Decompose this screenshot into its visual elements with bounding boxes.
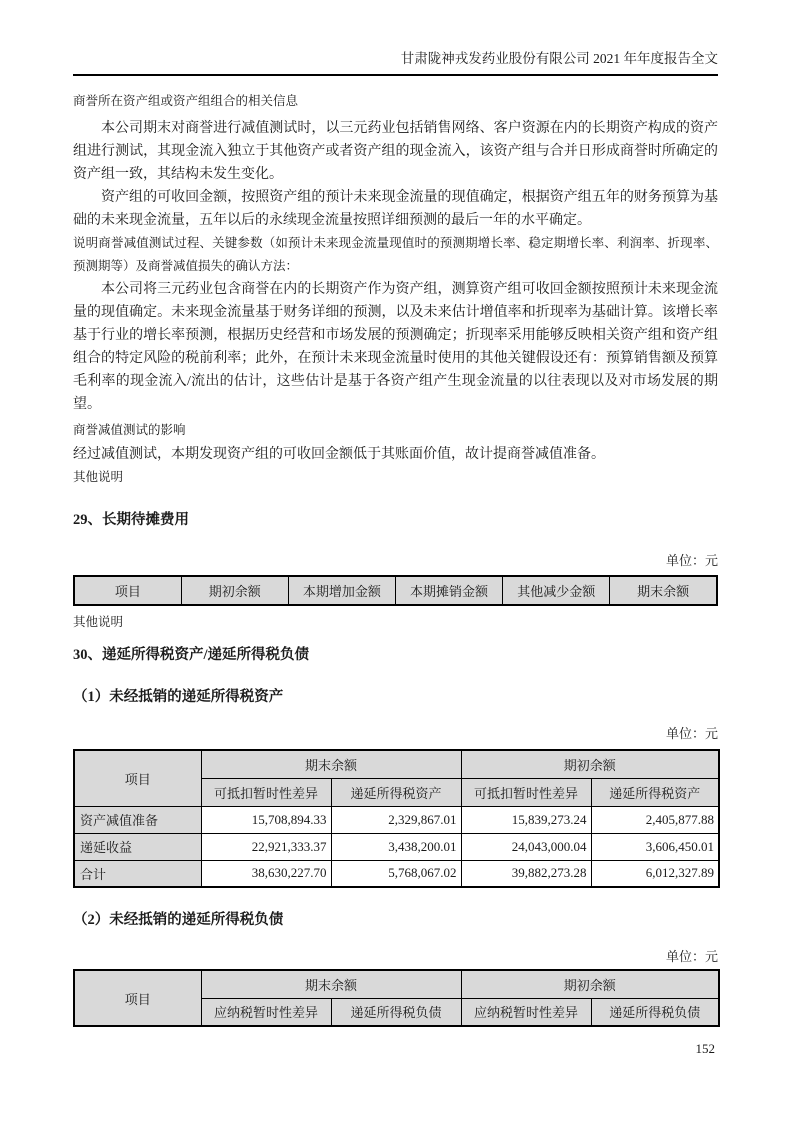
column-header-deductible-diff-end: 可抵扣暂时性差异 (201, 778, 331, 806)
goodwill-paragraph-3: 本公司将三元药业包含商誉在内的长期资产作为资产组，测算资产组可收回金额按照预计未来现金流量的现值确定。未来现金流量基于财务详细的预测，以及未来估计增值率和折现率为基础计算。该增长率基于行业的增长率预测，根据历史经营和市场发展的预测确定；折现率采用能够反映相关资产组和资产组组合的特定风险的税前利率；此外，在预计未来现金流量时使用的其他关键假设还有：预算销售额及预算毛利率的现金流入/流出的估计，这些估计是基于各资产组产生现金流量的以往表现以及对市场发展的期望。 (73, 282, 718, 412)
row-value: 38,630,227.70 (201, 860, 331, 887)
row-item-label: 资产减值准备 (74, 806, 201, 833)
section-29-unit-label: 单位：元 (665, 553, 718, 568)
goodwill-other-note-label: 其他说明 (73, 470, 124, 484)
long-term-deferred-expense-table (73, 575, 718, 606)
section-30-sub1-unit-label: 单位：元 (665, 726, 718, 741)
column-header-item: 项目 (74, 970, 201, 1026)
table-row (74, 833, 719, 860)
column-header-item: 项目 (74, 750, 201, 806)
row-value: 2,329,867.01 (331, 806, 461, 833)
deferred-tax-assets-table (73, 749, 720, 888)
report-header (73, 0, 718, 76)
group-header-closing-balance: 期末余额 (201, 750, 461, 778)
goodwill-paragraph-1: 本公司期末对商誉进行减值测试时，以三元药业包括销售网络、客户资源在内的长期资产构成的资产组进行测试，其现金流入独立于其他资产或者资产组的现金流入，该资产组与合并日形成商誉时所确定的资产组一致，其结构未发生变化。 (73, 121, 718, 182)
row-value: 5,768,067.02 (331, 860, 461, 887)
group-header-closing-balance: 期末余额 (201, 970, 461, 998)
column-header-taxable-diff-begin: 应纳税暂时性差异 (461, 998, 591, 1026)
table-row (74, 806, 719, 833)
row-value: 15,839,273.24 (461, 806, 591, 833)
deferred-tax-liabilities-table (73, 969, 720, 1027)
column-header-item: 项目 (74, 576, 181, 605)
column-header-dtl-begin: 递延所得税负债 (591, 998, 719, 1026)
row-value: 24,043,000.04 (461, 833, 591, 860)
row-value: 2,405,877.88 (591, 806, 719, 833)
goodwill-impact-label: 商誉减值测试的影响 (73, 423, 186, 437)
row-value: 6,012,327.89 (591, 860, 719, 887)
column-header-dta-begin: 递延所得税资产 (591, 778, 719, 806)
column-header-taxable-diff-end: 应纳税暂时性差异 (201, 998, 331, 1026)
row-value: 22,921,333.37 (201, 833, 331, 860)
column-header-increase: 本期增加金额 (288, 576, 395, 605)
row-item-label: 递延收益 (74, 833, 201, 860)
column-header-dtl-end: 递延所得税负债 (331, 998, 461, 1026)
page-number: 152 (695, 1041, 715, 1056)
row-value: 3,438,200.01 (331, 833, 461, 860)
goodwill-asset-group-info-label: 商誉所在资产组或资产组组合的相关信息 (73, 94, 299, 108)
section-30-sub1-title: （1）未经抵销的递延所得税资产 (73, 689, 284, 705)
table-header-row (74, 970, 719, 998)
table-header-row (74, 576, 717, 605)
goodwill-process-label: 说明商誉减值测试过程、关键参数（如预计未来现金流量现值时的预测期增长率、稳定期增长率、利润率、折现率、预测期等）及商誉减值损失的确认方法： (73, 236, 718, 273)
section-30-sub2-title: （2）未经抵销的递延所得税负债 (73, 912, 284, 928)
group-header-opening-balance: 期初余额 (461, 970, 719, 998)
group-header-opening-balance: 期初余额 (461, 750, 719, 778)
page-content (73, 0, 718, 1027)
column-header-other-decrease: 其他减少金额 (503, 576, 610, 605)
column-header-dta-end: 递延所得税资产 (331, 778, 461, 806)
goodwill-paragraph-2: 资产组的可收回金额，按照资产组的预计未来现金流量的现值确定，根据资产组五年的财务预算为基础的未来现金流量，五年以后的永续现金流量按照详细预测的最后一年的水平确定。 (73, 190, 718, 228)
column-header-amortized: 本期摊销金额 (395, 576, 502, 605)
section-30-sub2-unit-label: 单位：元 (665, 949, 718, 964)
row-value: 3,606,450.01 (591, 833, 719, 860)
row-item-label: 合计 (74, 860, 201, 887)
table-header-row (74, 750, 719, 778)
section-29-title: 29、长期待摊费用 (73, 512, 189, 528)
goodwill-impact-text: 经过减值测试，本期发现资产组的可收回金额低于其账面价值，故计提商誉减值准备。 (73, 447, 605, 462)
table-total-row (74, 860, 719, 887)
column-header-closing-balance: 期末余额 (610, 576, 717, 605)
section-29-other-note-label: 其他说明 (73, 615, 124, 629)
row-value: 39,882,273.28 (461, 860, 591, 887)
column-header-deductible-diff-begin: 可抵扣暂时性差异 (461, 778, 591, 806)
section-30-title: 30、递延所得税资产/递延所得税负债 (73, 647, 310, 663)
column-header-opening-balance: 期初余额 (181, 576, 288, 605)
row-value: 15,708,894.33 (201, 806, 331, 833)
report-header-title: 甘肃陇神戎发药业股份有限公司 2021 年年度报告全文 (400, 51, 718, 66)
